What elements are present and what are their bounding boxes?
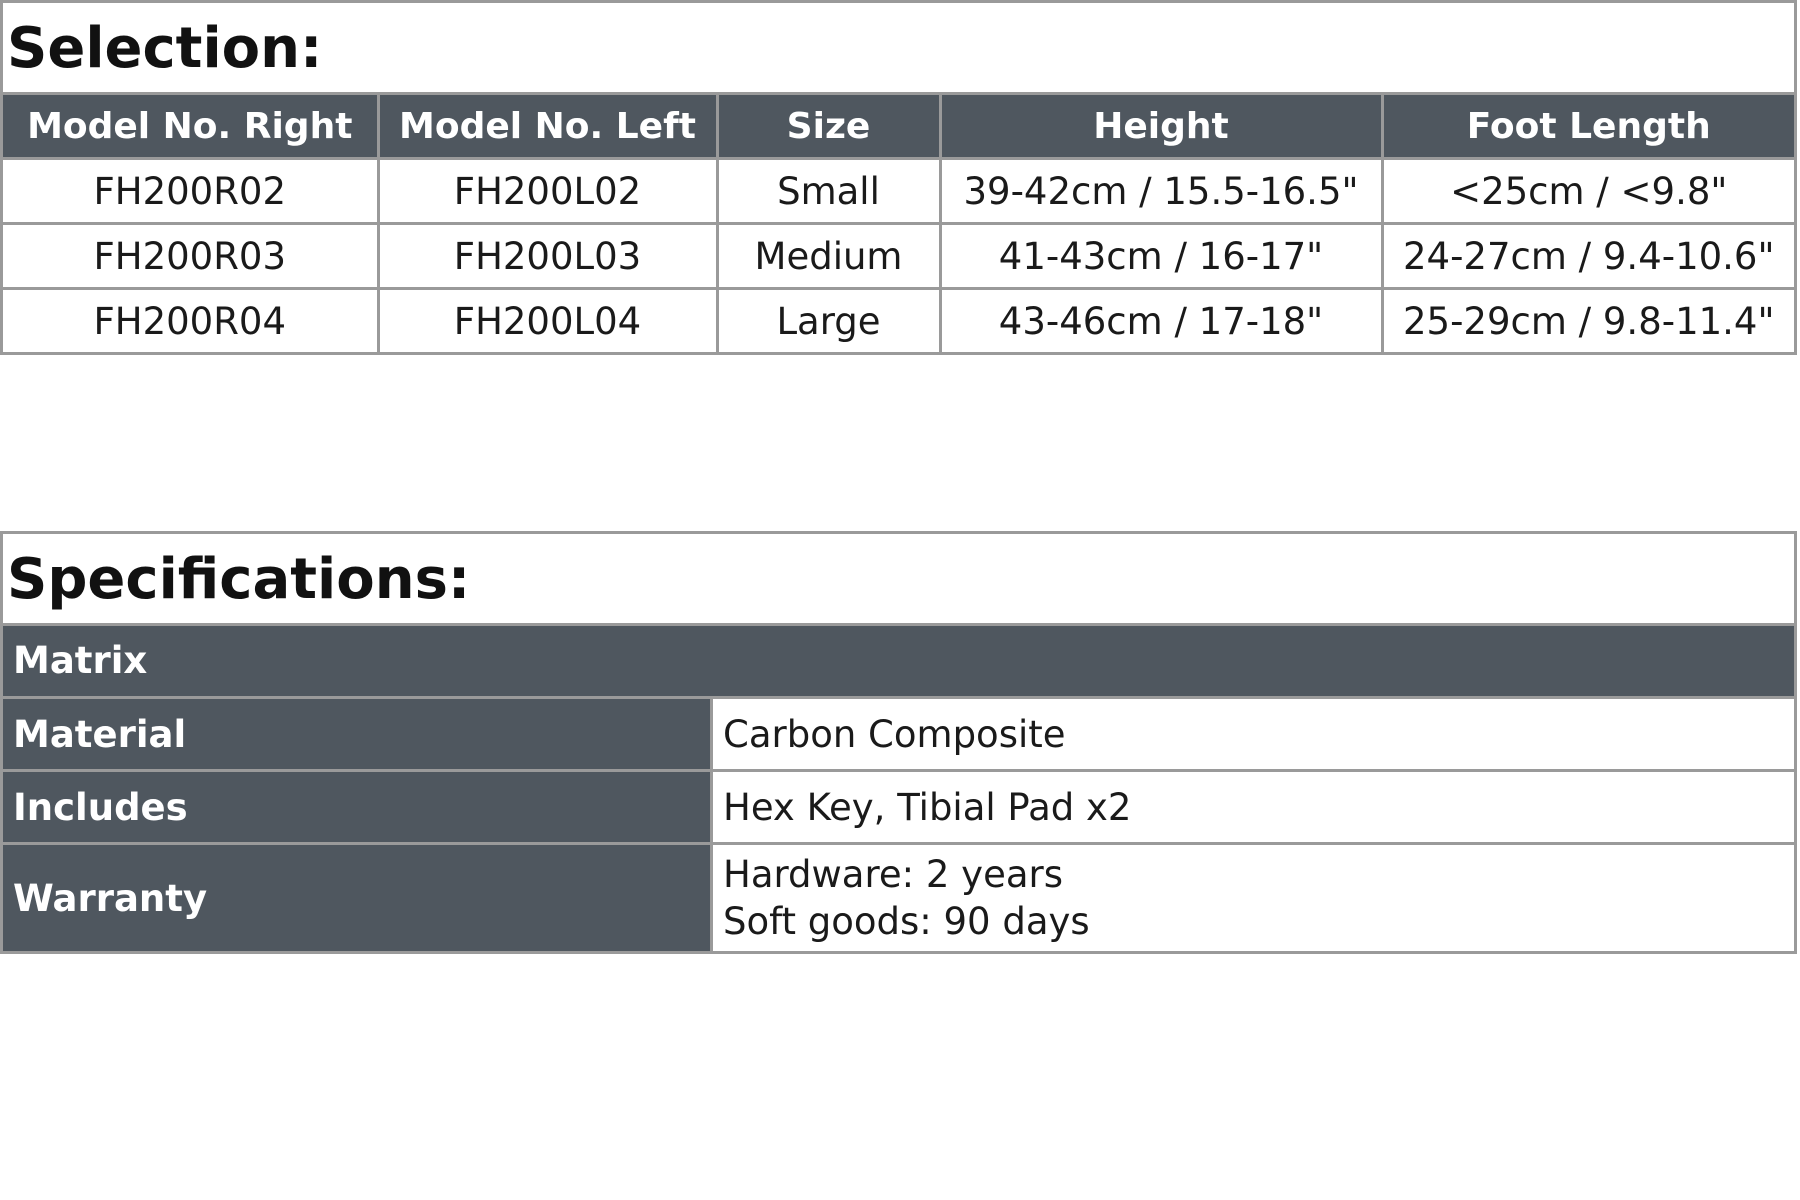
specifications-title: Specifications: (3, 534, 1794, 626)
table-row (3, 289, 1794, 353)
spec-label: Material (3, 699, 712, 771)
cell-model-right: FH200R03 (3, 224, 378, 289)
spec-row-includes (3, 771, 1794, 844)
cell-height: 41-43cm / 16-17" (940, 224, 1382, 289)
table-header-row (3, 95, 1794, 159)
table-row (3, 224, 1794, 289)
cell-height: 43-46cm / 17-18" (940, 289, 1382, 353)
spec-value: Carbon Composite (723, 712, 1066, 756)
header-size: Size (717, 95, 940, 159)
header-model-left: Model No. Left (378, 95, 717, 159)
cell-model-left: FH200L04 (378, 289, 717, 353)
cell-height: 39-42cm / 15.5-16.5" (940, 159, 1382, 224)
cell-model-right: FH200R02 (3, 159, 378, 224)
table-row (3, 159, 1794, 224)
spec-label: Warranty (3, 844, 712, 952)
spec-value (712, 844, 1795, 952)
warranty-soft-goods: Soft goods: 90 days (723, 900, 1090, 943)
matrix-header: Matrix (3, 626, 1794, 699)
cell-model-left: FH200L03 (378, 224, 717, 289)
cell-size: Large (717, 289, 940, 353)
header-height: Height (940, 95, 1382, 159)
header-foot-length: Foot Length (1382, 95, 1794, 159)
header-model-right: Model No. Right (3, 95, 378, 159)
specifications-table (3, 699, 1794, 951)
spec-row-material (3, 699, 1794, 771)
selection-section (0, 0, 1797, 355)
spec-label: Includes (3, 771, 712, 844)
cell-foot-length: <25cm / <9.8" (1382, 159, 1794, 224)
selection-title: Selection: (3, 3, 1794, 95)
cell-model-right: FH200R04 (3, 289, 378, 353)
cell-foot-length: 24-27cm / 9.4-10.6" (1382, 224, 1794, 289)
spec-row-warranty (3, 844, 1794, 952)
specifications-section (0, 531, 1797, 954)
cell-size: Small (717, 159, 940, 224)
selection-table (3, 95, 1794, 352)
cell-foot-length: 25-29cm / 9.8-11.4" (1382, 289, 1794, 353)
cell-model-left: FH200L02 (378, 159, 717, 224)
warranty-hardware: Hardware: 2 years (723, 853, 1063, 896)
cell-size: Medium (717, 224, 940, 289)
spec-value: Hex Key, Tibial Pad x2 (712, 771, 1795, 844)
